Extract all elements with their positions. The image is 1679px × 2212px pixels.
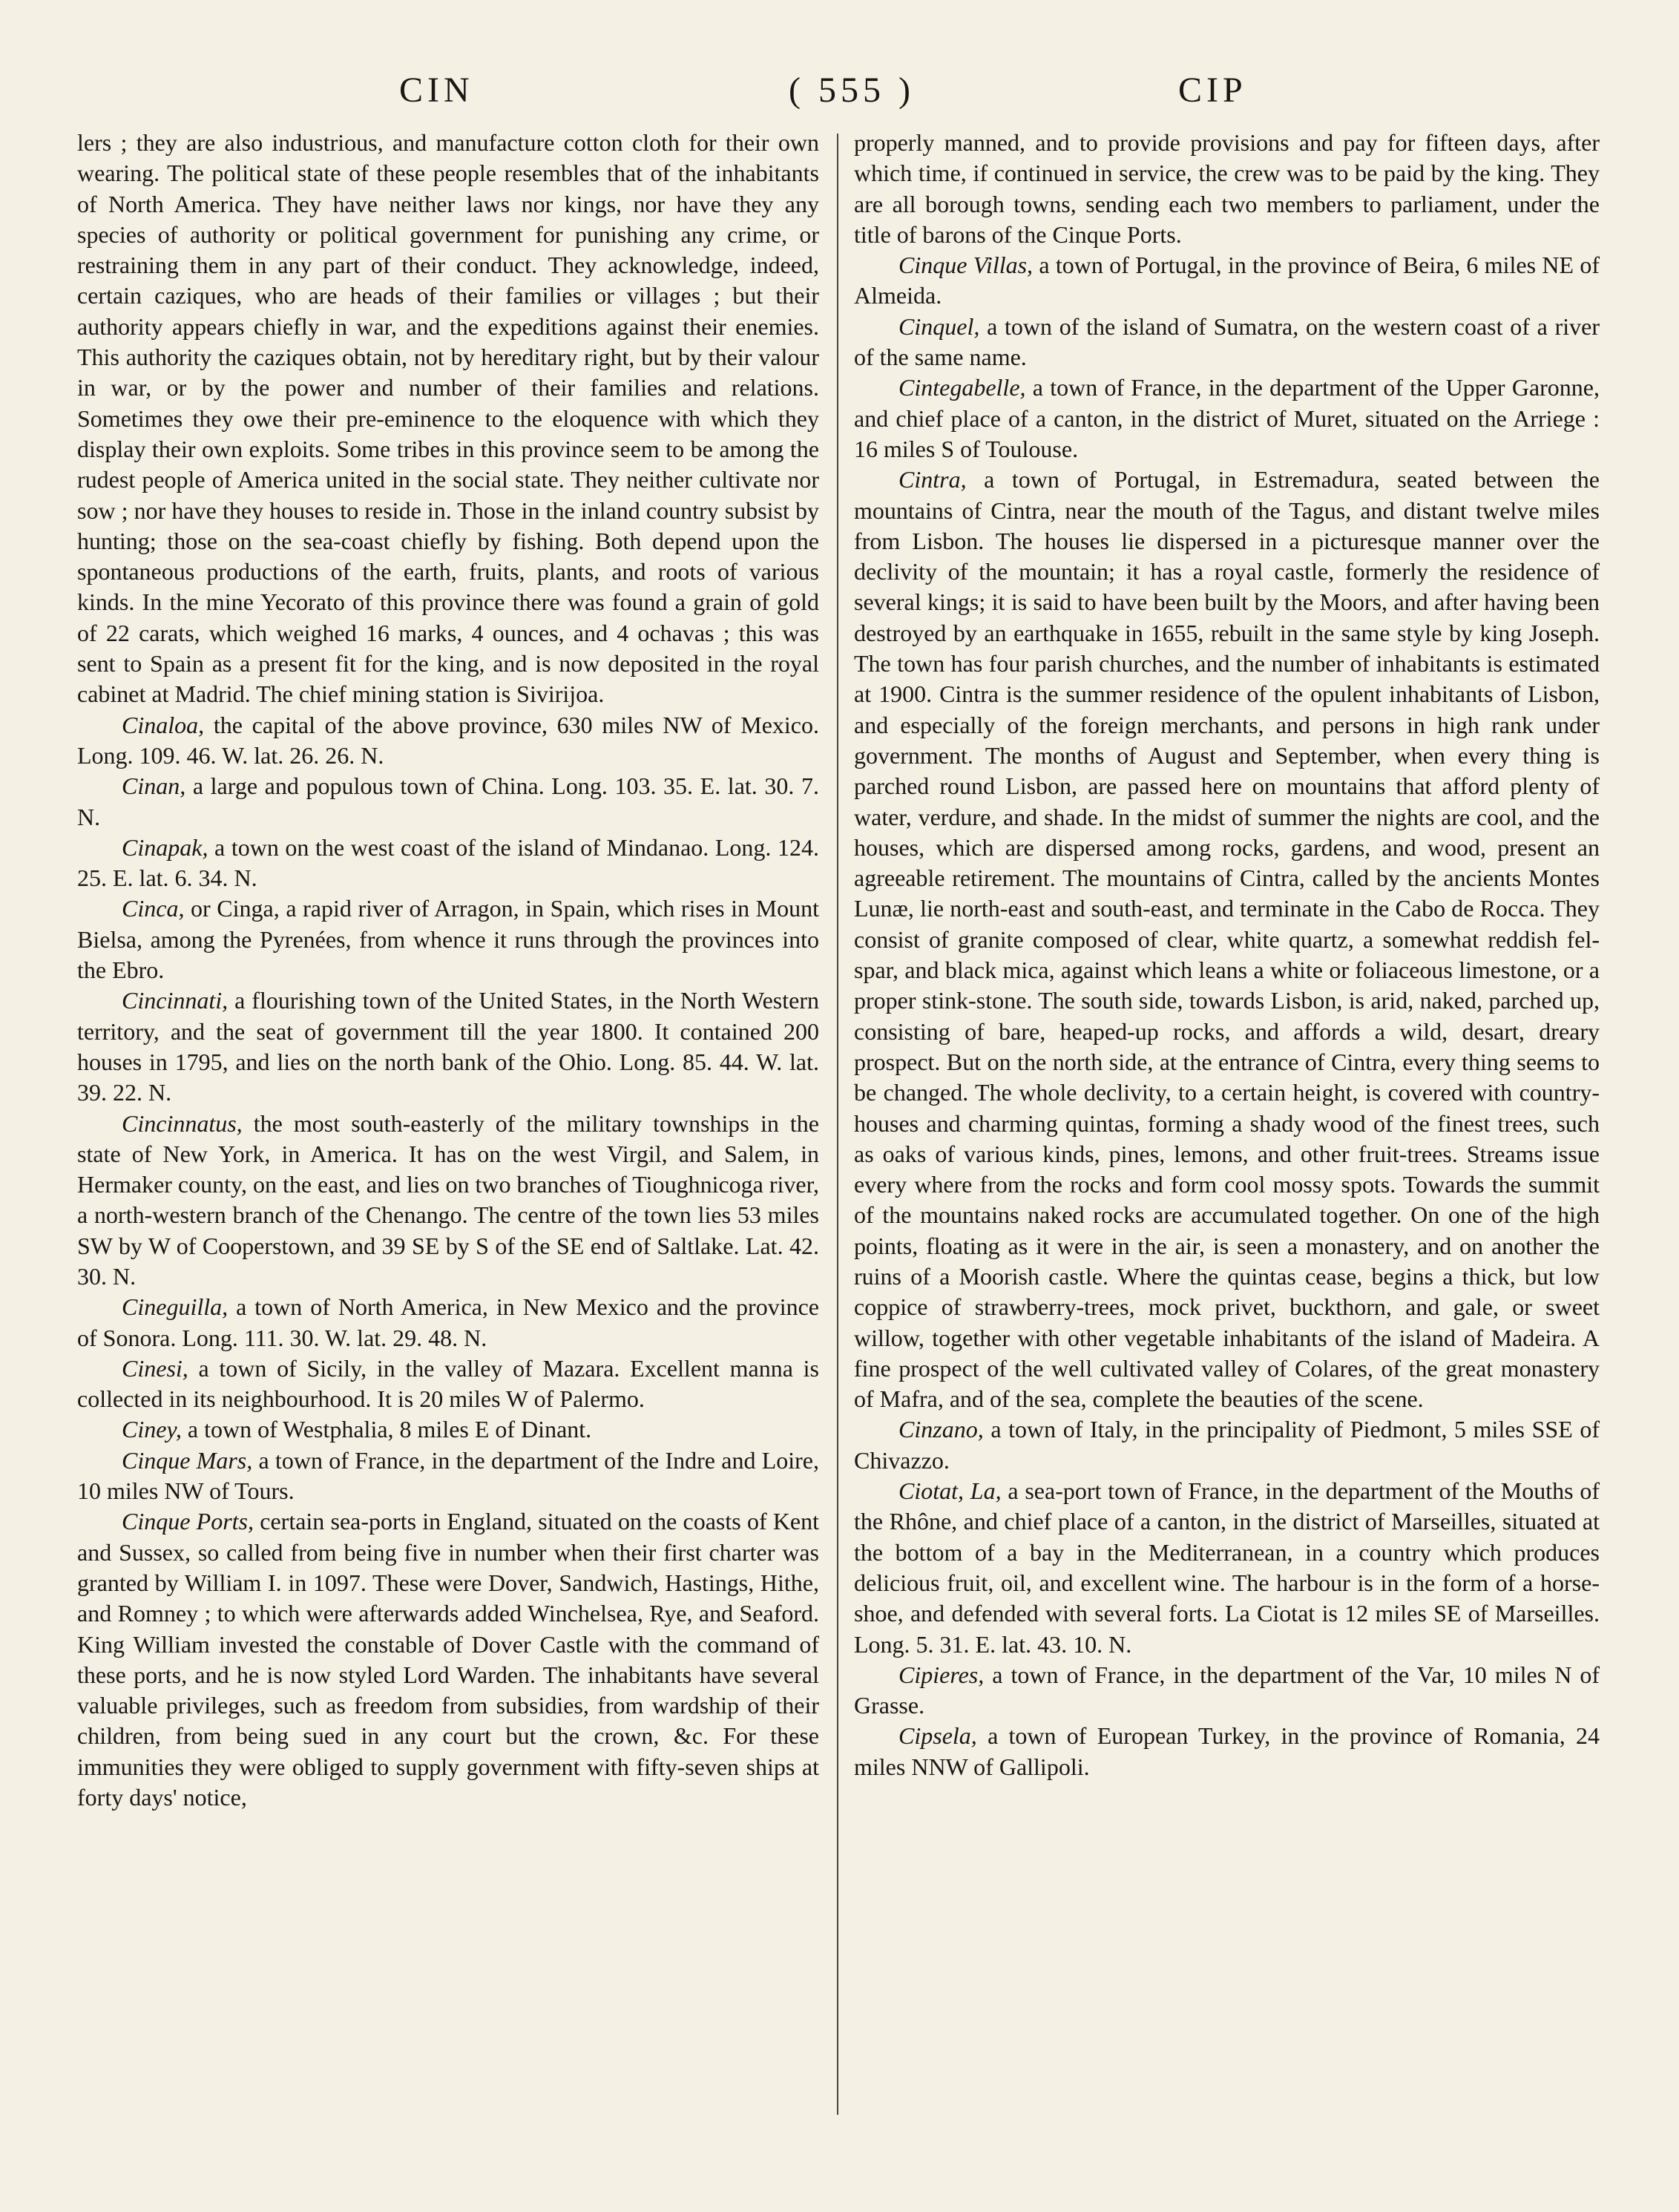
entry-headword: Cintegabelle, xyxy=(898,374,1026,401)
gazetteer-entry xyxy=(77,1109,819,1293)
gazetteer-entry xyxy=(77,833,819,894)
gazetteer-entry xyxy=(77,1445,819,1507)
page-number: ( 555 ) xyxy=(789,70,915,110)
entry-headword: Cineguilla, xyxy=(122,1293,229,1321)
entry-text: a town of France, in the department of the Indre and Loire, 10 miles NW of Tours. xyxy=(77,1446,820,1505)
gazetteer-entry xyxy=(854,1721,1600,1782)
gazetteer-entry xyxy=(77,1353,819,1415)
entry-text: or Cinga, a rapid river of Arragon, in Spain, which rises in Mount Bielsa, among the Pyrenées, from whence it runs through the provinces into the Ebro. xyxy=(77,895,819,984)
gazetteer-entry xyxy=(854,1660,1600,1722)
entry-text: a town of Portugal, in the province of Beira, 6 miles NE of Almeida. xyxy=(854,252,1600,309)
entry-text: a large and populous town of China. Long. 103. 35. E. lat. 30. 7. N. xyxy=(77,772,820,830)
gazetteer-entry xyxy=(77,771,819,833)
gazetteer-entry xyxy=(77,1292,819,1353)
continued-text xyxy=(77,128,819,710)
gazetteer-entry xyxy=(77,893,819,985)
gazetteer-entry xyxy=(854,312,1600,373)
entry-text: a town of France, in the department of the Var, 10 miles N of Grasse. xyxy=(854,1661,1600,1719)
entry-headword: Cinque Mars, xyxy=(122,1446,253,1474)
entry-text: a town of Sicily, in the valley of Mazara. Excellent manna is collected in its neighbourhood. It is 20 miles W of Palermo. xyxy=(77,1354,820,1413)
entry-headword: Cinquel, xyxy=(898,312,980,340)
entry-text: a town of Italy, in the principality of Piedmont, 5 miles SSE of Chivazzo. xyxy=(854,1416,1600,1474)
entry-headword: Cinapak, xyxy=(122,833,208,861)
entry-text: the capital of the above province, 630 miles NW of Mexico. Long. 109. 46. W. lat. 26. 26. N. xyxy=(77,711,820,769)
entry-text: a town of Westphalia, 8 miles E of Dinant. xyxy=(187,1416,592,1443)
entry-headword: Ciney, xyxy=(122,1416,182,1443)
gazetteer-entry xyxy=(854,465,1600,1414)
entry-headword: Cinca, xyxy=(122,895,185,922)
entry-headword: Cincinnatus, xyxy=(122,1109,243,1137)
entry-headword: Cintra, xyxy=(898,466,967,493)
entry-headword: Cinaloa, xyxy=(122,711,205,738)
entry-headword: Cinque Villas, xyxy=(898,252,1034,279)
entry-text: a town of North America, in New Mexico and the province of Sonora. Long. 111. 30. W. lat. 29. 48. N. xyxy=(77,1293,820,1351)
entry-headword: Cinan, xyxy=(122,772,186,800)
entry-headword: Cinzano, xyxy=(898,1416,984,1443)
entry-text: a town of European Turkey, in the province of Romania, 24 miles NNW of Gallipoli. xyxy=(854,1722,1600,1780)
entry-text: lers ; they are also industrious, and manufacture cotton cloth for their own wearing. The political state of these people resembles that of the inhabitants of North America. They have neither laws nor kings, nor have they any species of authority or political government for punishing any crime, or restraining them in any part of their conduct. They acknowledge, indeed, certain caziques, who are heads of their families or villages ; but their authority appears chiefly in war, and the expeditions against their enemies. This authority the caziques obtain, not by hereditary right, but by their valour in war, or by the power and number of their families and relations. Sometimes they owe their pre-eminence to the eloquence with which they display their own exploits. Some tribes in this province seem to be among the rudest people of America united in the social state. They neither cultivate nor sow ; nor have they houses to reside in. Those in the inland country subsist by hunting; those on the sea-coast chiefly by fishing. Both depend upon the spontaneous productions of the earth, fruits, plants, and roots of various kinds. In the mine Yecorato of this province there was found a grain of gold of 22 carats, which weighed 16 marks, 4 ounces, and 4 ochavas ; this was sent to Spain as a present fit for the king, and is now deposited in the royal cabinet at Madrid. The chief mining station is Sivirijoa. xyxy=(77,129,819,708)
entry-text: a town of Portugal, in Estremadura, seated between the mountains of Cintra, near the mouth of the Tagus, and distant twelve miles from Lisbon. The houses lie dispersed in a picturesque manner over the declivity of the mountain; it has a royal castle, formerly the residence of several kings; it is said to have been built by the Moors, and after having been destroyed by an earthquake in 1655, rebuilt in the same style by king Joseph. The town has four parish churches, and the number of inhabitants is estimated at 1900. Cintra is the summer residence of the opulent inhabitants of Lisbon, and especially of the foreign merchants, and persons in high rank under government. The months of August and September, when every thing is parched round Lisbon, are passed here on mountains that afford plenty of water, verdure, and shade. In the midst of summer the nights are cool, and the houses, which are dispersed among rocks, gardens, and wood, present an agreeable retirement. The mountains of Cintra, called by the ancients Montes Lunæ, lie north-east and south-east, and terminate in the Cabo de Rocca. They consist of granite composed of clear, white quartz, a somewhat reddish fel-spar, and black mica, against which leans a white or foliaceous limestone, or a proper stink-stone. The south side, towards Lisbon, is arid, naked, parched up, consisting of bare, heaped-up rocks, and affords a wild, desart, dreary prospect. But on the north side, at the entrance of Cintra, every thing seems to be changed. The whole declivity, to a certain height, is covered with country-houses and charming quintas, forming a shady wood of the finest trees, such as oaks of various kinds, pines, lemons, and other fruit-trees. Streams issue every where from the rocks and form cool mossy spots. Towards the summit of the mountains naked rocks are accumulated together. On one of the high points, floating as it were in the air, is seen a monastery, and on another the ruins of a Moorish castle. Where the quintas cease, begins a thick, but low coppice of strawberry-trees, mock privet, buckthorn, and gale, or sweet willow, together with other vegetable inhabitants of the island of Madeira. A fine prospect of the well cultivated valley of Colares, of the great monastery of Mafra, and of the sea, complete the beauties of the scene. xyxy=(854,466,1600,1413)
right-column xyxy=(854,128,1600,1782)
entry-headword: Cipieres, xyxy=(898,1661,985,1688)
gazetteer-entry xyxy=(77,710,819,772)
column-divider xyxy=(837,134,838,2115)
entry-headword: Ciotat, La, xyxy=(898,1477,1002,1505)
entry-text: a town of France, in the department of the Upper Garonne, and chief place of a canton, in the district of Muret, situated on the Arriege : 16 miles S of Toulouse. xyxy=(854,374,1600,462)
entry-text: properly manned, and to provide provisions and pay for fifteen days, after which time, if continued in service, the crew was to be paid by the king. They are all borough towns, sending each two members to parliament, under the title of barons of the Cinque Ports. xyxy=(854,129,1600,248)
entry-headword: Cincinnati, xyxy=(122,987,229,1014)
gazetteer-entry xyxy=(854,1414,1600,1476)
entry-headword: Cipsela, xyxy=(898,1722,977,1750)
header-right-guide-word: CIP xyxy=(1178,70,1247,110)
gazetteer-entry xyxy=(77,1506,819,1813)
header-left-guide-word: CIN xyxy=(399,70,474,110)
gazetteer-entry xyxy=(854,250,1600,312)
continued-text xyxy=(854,128,1600,250)
entry-text: certain sea-ports in England, situated on the coasts of Kent and Sussex, so called from being five in number when their first charter was granted by William I. in 1097. These were Dover, Sandwich, Hastings, Hithe, and Romney ; to which were afterwards added Winchelsea, Rye, and Seaford. King William invested the constable of Dover Castle with the command of these ports, and he is now styled Lord Warden. The inhabitants have several valuable privileges, such as freedom from subsidies, from wardship of their children, from being sued in any court but the crown, &c. For these immunities they were obliged to supply government with fifty-seven ships at forty days' notice, xyxy=(77,1508,820,1811)
entry-text: a sea-port town of France, in the department of the Mouths of the Rhône, and chief place of a canton, in the district of Marseilles, situated at the bottom of a bay in the Mediterranean, in a country which produces delicious fruit, oil, and excellent wine. The harbour is in the form of a horse-shoe, and defended with several forts. La Ciotat is 12 miles SE of Marseilles. Long. 5. 31. E. lat. 43. 10. N. xyxy=(854,1477,1600,1658)
entry-text: a flourishing town of the United States, in the North Western territory, and the seat of government till the year 1800. It contained 200 houses in 1795, and lies on the north bank of the Ohio. Long. 85. 44. W. lat. 39. 22. N. xyxy=(77,987,820,1106)
gazetteer-entry xyxy=(854,1476,1600,1660)
entry-text: the most south-easterly of the military townships in the state of New York, in America. It has on the west Virgil, and Salem, in Hermaker county, on the east, and lies on two branches of Tioughnicoga river, a north-western branch of the Chenango. The centre of the town lies 53 miles SW by W of Cooperstown, and 39 SE by S of the SE end of Saltlake. Lat. 42. 30. N. xyxy=(77,1109,820,1290)
entry-headword: Cinque Ports, xyxy=(122,1508,254,1535)
running-header xyxy=(80,70,1599,122)
left-column xyxy=(77,128,819,1813)
entry-text: a town of the island of Sumatra, on the western coast of a river of the same name. xyxy=(854,312,1600,371)
gazetteer-entry xyxy=(77,1414,819,1445)
gazetteer-entry xyxy=(77,985,819,1108)
entry-text: a town on the west coast of the island of Mindanao. Long. 124. 25. E. lat. 6. 34. N. xyxy=(77,833,819,892)
gazetteer-entry xyxy=(854,373,1600,465)
entry-headword: Cinesi, xyxy=(122,1354,188,1382)
